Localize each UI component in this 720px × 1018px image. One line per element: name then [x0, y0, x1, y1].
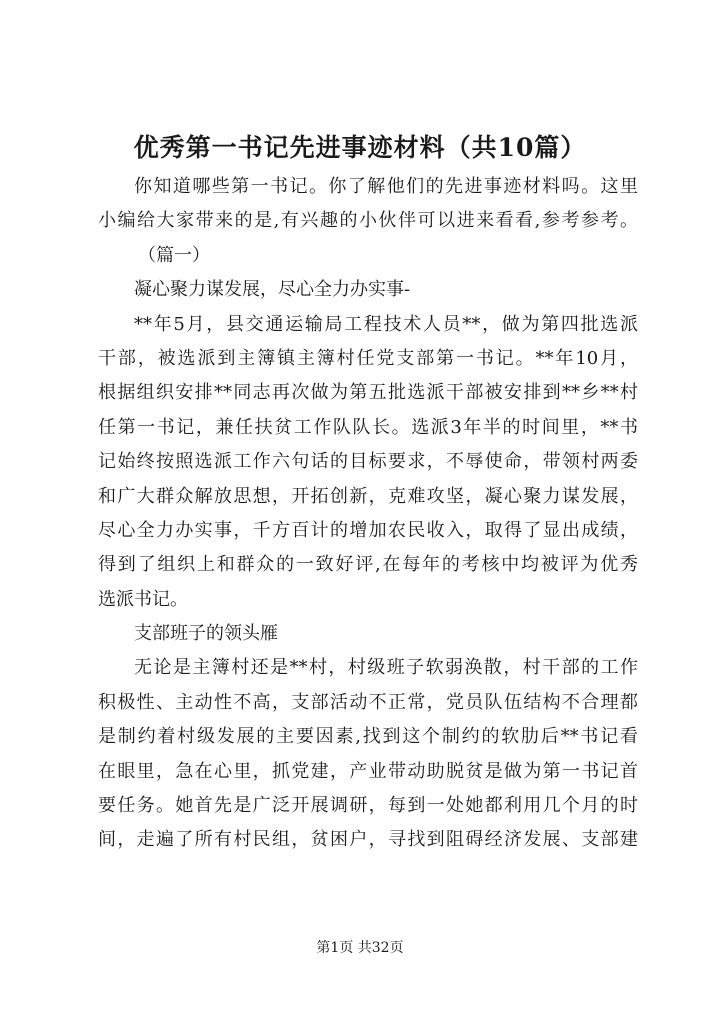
text-line: 支部班子的领头雁 — [134, 623, 278, 645]
text-line: 要任务。她首先是广泛开展调研，每到一处她都利用几个月的时 — [98, 795, 638, 817]
page-footer: 第1页 共32页 — [316, 940, 404, 956]
text-line: 尽心全力办实事，千方百计的增加农民收入，取得了显出成绩， — [98, 519, 638, 541]
text-line: 凝心聚力谋发展，尽心全力办实事- — [134, 279, 411, 301]
text-line: 选派书记。 — [98, 588, 188, 610]
text-line: **年5月，县交通运输局工程技术人员**，做为第四批选派 — [134, 313, 638, 335]
text-line: 干部，被选派到主簿镇主簿村任党支部第一书记。**年10月， — [98, 347, 638, 369]
document-title: 优秀第一书记先进事迹材料（共10篇） — [133, 133, 587, 162]
text-line: 间，走遍了所有村民组，贫困户，寻找到阻碍经济发展、支部建 — [98, 829, 638, 851]
text-line: 任第一书记，兼任扶贫工作队队长。选派3年半的时间里，**书 — [98, 416, 638, 438]
text-line: 根据组织安排**同志再次做为第五批选派干部被安排到**乡**村 — [98, 382, 638, 404]
document-body — [98, 170, 638, 858]
text-line: 你知道哪些第一书记。你了解他们的先进事迹材料吗。这里 — [134, 176, 638, 197]
text-line: （篇一） — [138, 244, 210, 266]
text-line: 积极性、主动性不高，支部活动不正常，党员队伍结构不合理都 — [98, 691, 638, 713]
text-line: 在眼里，急在心里，抓党建，产业带动助脱贫是做为第一书记首 — [98, 760, 638, 782]
text-line: 是制约着村级发展的主要因素,找到这个制约的软肋后**书记看 — [98, 726, 638, 748]
text-line: 和广大群众解放思想，开拓创新，克难攻坚，凝心聚力谋发展， — [98, 485, 638, 507]
text-line: 记始终按照选派工作六句话的目标要求，不辱使命，带领村两委 — [98, 451, 638, 473]
text-line: 小编给大家带来的是,有兴趣的小伙伴可以进来看看,参考参考。 — [98, 210, 638, 232]
text-line: 无论是主簿村还是**村，村级班子软弱涣散，村干部的工作 — [134, 657, 638, 679]
text-line: 得到了组织上和群众的一致好评,在每年的考核中均被评为优秀 — [98, 554, 638, 576]
